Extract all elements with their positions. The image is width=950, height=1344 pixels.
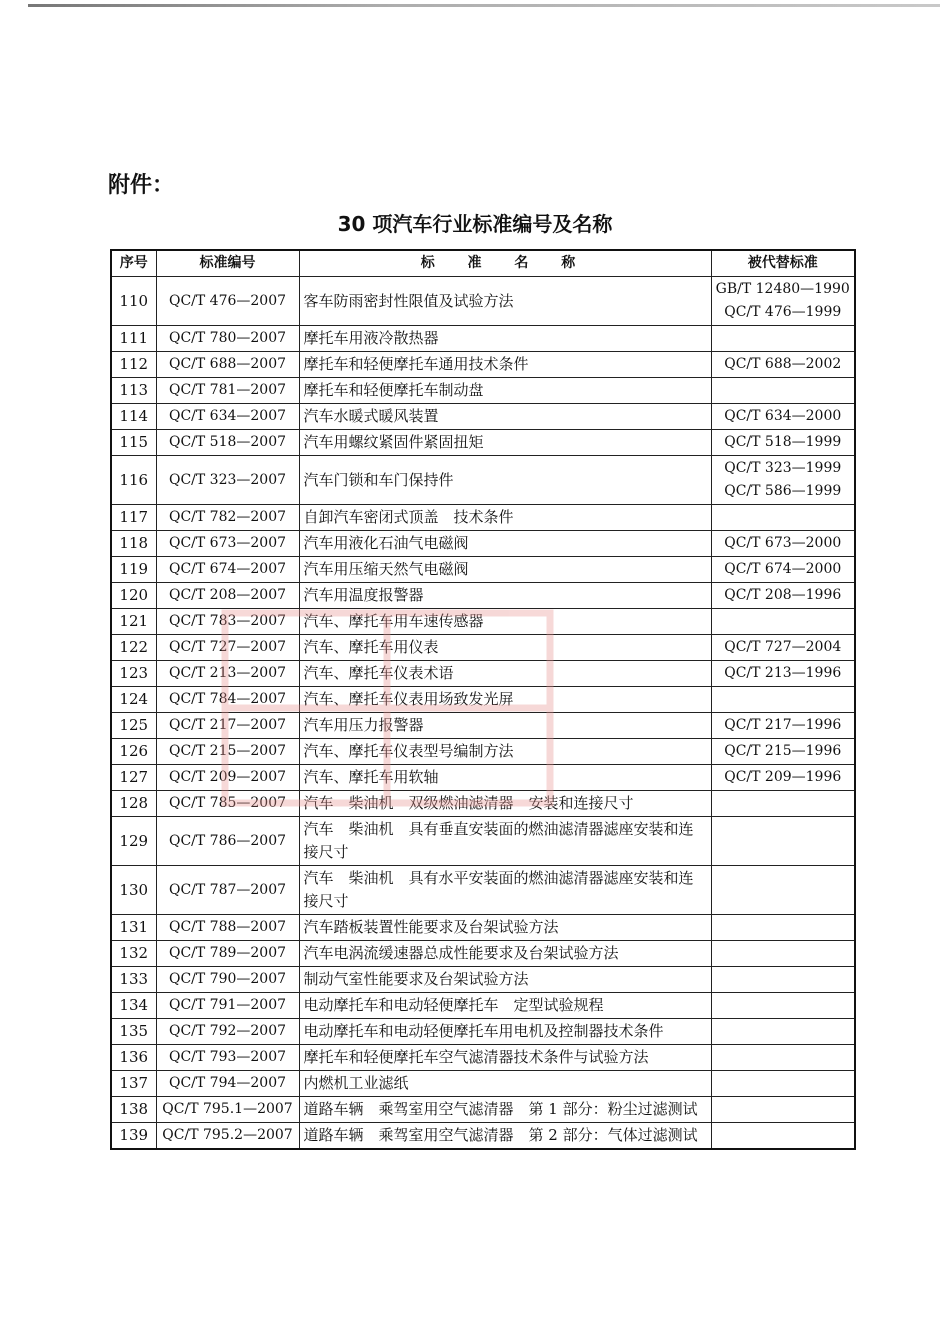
row-number: 114	[111, 404, 156, 430]
standard-code: QC/T 791—2007	[156, 993, 299, 1019]
row-number: 133	[111, 967, 156, 993]
table-row	[111, 1123, 855, 1150]
table-row	[111, 993, 855, 1019]
standard-code: QC/T 785—2007	[156, 791, 299, 817]
standard-name: 客车防雨密封性限值及试验方法	[299, 277, 711, 326]
table-row	[111, 378, 855, 404]
standard-name: 汽车水暖式暖风装置	[299, 404, 711, 430]
standard-name: 汽车 柴油机 具有垂直安装面的燃油滤清器滤座安装和连接尺寸	[299, 817, 711, 866]
standard-name: 汽车门锁和车门保持件	[299, 456, 711, 505]
standard-name: 内燃机工业滤纸	[299, 1071, 711, 1097]
standard-code: QC/T 780—2007	[156, 326, 299, 352]
replaced-standards	[711, 967, 855, 993]
row-number: 122	[111, 635, 156, 661]
replaced-standards	[711, 404, 855, 430]
replaced-standards	[711, 866, 855, 915]
standard-code: QC/T 215—2007	[156, 739, 299, 765]
table-row	[111, 531, 855, 557]
standard-code: QC/T 673—2007	[156, 531, 299, 557]
replaced-standards	[711, 1019, 855, 1045]
standard-code: QC/T 208—2007	[156, 583, 299, 609]
standard-name: 自卸汽车密闭式顶盖 技术条件	[299, 505, 711, 531]
standard-name: 汽车用压力报警器	[299, 713, 711, 739]
row-number: 136	[111, 1045, 156, 1071]
standard-code: QC/T 213—2007	[156, 661, 299, 687]
standard-name: 摩托车和轻便摩托车制动盘	[299, 378, 711, 404]
replaced-standard-code: QC/T 586—1999	[724, 483, 842, 499]
row-number: 111	[111, 326, 156, 352]
replaced-standard-code: QC/T 674—2000	[724, 561, 842, 577]
replaced-standards	[711, 352, 855, 378]
table-row	[111, 456, 855, 505]
replaced-standards	[711, 1045, 855, 1071]
replaced-standards	[711, 915, 855, 941]
table-row	[111, 326, 855, 352]
table-row	[111, 1071, 855, 1097]
header-no: 序号	[111, 250, 156, 277]
standard-name: 汽车 柴油机 双级燃油滤清器 安装和连接尺寸	[299, 791, 711, 817]
standard-name: 汽车 柴油机 具有水平安装面的燃油滤清器滤座安装和连接尺寸	[299, 866, 711, 915]
table-row	[111, 609, 855, 635]
standard-code: QC/T 790—2007	[156, 967, 299, 993]
standard-code: QC/T 783—2007	[156, 609, 299, 635]
table-row	[111, 404, 855, 430]
table-row	[111, 352, 855, 378]
table-row	[111, 915, 855, 941]
standard-code: QC/T 793—2007	[156, 1045, 299, 1071]
replaced-standards	[711, 713, 855, 739]
table-row	[111, 866, 855, 915]
standard-code: QC/T 794—2007	[156, 1071, 299, 1097]
replaced-standard-code: QC/T 634—2000	[724, 408, 842, 424]
row-number: 124	[111, 687, 156, 713]
standard-code: QC/T 323—2007	[156, 456, 299, 505]
standard-name: 汽车用螺纹紧固件紧固扭矩	[299, 430, 711, 456]
replaced-standards	[711, 277, 855, 326]
standard-code: QC/T 787—2007	[156, 866, 299, 915]
standard-name: 汽车电涡流缓速器总成性能要求及台架试验方法	[299, 941, 711, 967]
table-row	[111, 765, 855, 791]
replaced-standards	[711, 326, 855, 352]
standard-code: QC/T 217—2007	[156, 713, 299, 739]
table-row	[111, 1045, 855, 1071]
table-row	[111, 1019, 855, 1045]
row-number: 137	[111, 1071, 156, 1097]
replaced-standard-code: QC/T 518—1999	[724, 434, 842, 450]
row-number: 115	[111, 430, 156, 456]
standard-code: QC/T 792—2007	[156, 1019, 299, 1045]
standard-name: 汽车、摩托车用软轴	[299, 765, 711, 791]
table-row	[111, 635, 855, 661]
table-row	[111, 583, 855, 609]
document-title: 30 项汽车行业标准编号及名称	[337, 212, 613, 236]
standard-code: QC/T 786—2007	[156, 817, 299, 866]
replaced-standards	[711, 765, 855, 791]
replaced-standards	[711, 687, 855, 713]
table-row	[111, 967, 855, 993]
row-number: 129	[111, 817, 156, 866]
replaced-standards	[711, 456, 855, 505]
row-number: 128	[111, 791, 156, 817]
table-header-row	[111, 250, 855, 277]
standard-name: 摩托车和轻便摩托车通用技术条件	[299, 352, 711, 378]
replaced-standards	[711, 1071, 855, 1097]
table-row	[111, 713, 855, 739]
row-number: 117	[111, 505, 156, 531]
standard-code: QC/T 674—2007	[156, 557, 299, 583]
header-name: 标 准 名 称	[299, 250, 711, 277]
standard-code: QC/T 727—2007	[156, 635, 299, 661]
replaced-standard-code: QC/T 217—1996	[724, 717, 842, 733]
table-row	[111, 661, 855, 687]
row-number: 125	[111, 713, 156, 739]
row-number: 121	[111, 609, 156, 635]
replaced-standard-code: QC/T 213—1996	[724, 665, 842, 681]
row-number: 123	[111, 661, 156, 687]
standard-name: 摩托车用液冷散热器	[299, 326, 711, 352]
row-number: 135	[111, 1019, 156, 1045]
standard-code: QC/T 782—2007	[156, 505, 299, 531]
standard-name: 汽车踏板装置性能要求及台架试验方法	[299, 915, 711, 941]
replaced-standards	[711, 1123, 855, 1150]
table-row	[111, 430, 855, 456]
standard-code: QC/T 795.2—2007	[156, 1123, 299, 1150]
row-number: 131	[111, 915, 156, 941]
replaced-standards	[711, 817, 855, 866]
replaced-standards	[711, 739, 855, 765]
standard-code: QC/T 476—2007	[156, 277, 299, 326]
replaced-standard-code: QC/T 673—2000	[724, 535, 842, 551]
replaced-standards	[711, 609, 855, 635]
standard-code: QC/T 518—2007	[156, 430, 299, 456]
row-number: 119	[111, 557, 156, 583]
header-code: 标准编号	[156, 250, 299, 277]
standard-name: 道路车辆 乘驾室用空气滤清器 第 2 部分：气体过滤测试	[299, 1123, 711, 1150]
row-number: 130	[111, 866, 156, 915]
row-number: 139	[111, 1123, 156, 1150]
standard-name: 汽车用压缩天然气电磁阀	[299, 557, 711, 583]
standard-name: 制动气室性能要求及台架试验方法	[299, 967, 711, 993]
table-row	[111, 941, 855, 967]
table-row	[111, 557, 855, 583]
replaced-standards	[711, 505, 855, 531]
replaced-standards	[711, 557, 855, 583]
replaced-standards	[711, 791, 855, 817]
replaced-standards	[711, 531, 855, 557]
row-number: 118	[111, 531, 156, 557]
standard-code: QC/T 781—2007	[156, 378, 299, 404]
header-replaced: 被代替标准	[711, 250, 855, 277]
replaced-standards	[711, 941, 855, 967]
row-number: 110	[111, 277, 156, 326]
replaced-standards	[711, 635, 855, 661]
row-number: 112	[111, 352, 156, 378]
standard-name: 汽车、摩托车用仪表	[299, 635, 711, 661]
standard-code: QC/T 784—2007	[156, 687, 299, 713]
replaced-standards	[711, 583, 855, 609]
replaced-standards	[711, 661, 855, 687]
replaced-standards	[711, 1097, 855, 1123]
standard-code: QC/T 688—2007	[156, 352, 299, 378]
table-row	[111, 505, 855, 531]
standard-code: QC/T 795.1—2007	[156, 1097, 299, 1123]
standard-name: 汽车用液化石油气电磁阀	[299, 531, 711, 557]
standard-code: QC/T 788—2007	[156, 915, 299, 941]
row-number: 138	[111, 1097, 156, 1123]
scan-edge-line	[28, 4, 940, 7]
standard-name: 汽车用温度报警器	[299, 583, 711, 609]
row-number: 113	[111, 378, 156, 404]
standard-code: QC/T 634—2007	[156, 404, 299, 430]
replaced-standard-code: GB/T 12480—1990	[715, 281, 850, 297]
replaced-standards	[711, 430, 855, 456]
row-number: 120	[111, 583, 156, 609]
replaced-standard-code: QC/T 323—1999	[724, 460, 842, 476]
table-row	[111, 739, 855, 765]
replaced-standard-code: QC/T 727—2004	[724, 639, 842, 655]
table-row	[111, 1097, 855, 1123]
standard-name: 摩托车和轻便摩托车空气滤清器技术条件与试验方法	[299, 1045, 711, 1071]
replaced-standards	[711, 993, 855, 1019]
row-number: 127	[111, 765, 156, 791]
table-row	[111, 817, 855, 866]
replaced-standard-code: QC/T 476—1999	[724, 304, 842, 320]
standard-code: QC/T 209—2007	[156, 765, 299, 791]
standard-name: 电动摩托车和电动轻便摩托车用电机及控制器技术条件	[299, 1019, 711, 1045]
row-number: 126	[111, 739, 156, 765]
standards-table	[110, 249, 856, 1150]
table-row	[111, 791, 855, 817]
replaced-standard-code: QC/T 209—1996	[724, 769, 842, 785]
row-number: 116	[111, 456, 156, 505]
replaced-standard-code: QC/T 208—1996	[724, 587, 842, 603]
standard-name: 汽车、摩托车仪表型号编制方法	[299, 739, 711, 765]
standard-name: 道路车辆 乘驾室用空气滤清器 第 1 部分：粉尘过滤测试	[299, 1097, 711, 1123]
standard-code: QC/T 789—2007	[156, 941, 299, 967]
attachment-label: 附件：	[108, 173, 175, 198]
standard-name: 汽车、摩托车仪表用场致发光屏	[299, 687, 711, 713]
replaced-standard-code: QC/T 215—1996	[724, 743, 842, 759]
table-row	[111, 687, 855, 713]
row-number: 134	[111, 993, 156, 1019]
replaced-standards	[711, 378, 855, 404]
standard-name: 汽车、摩托车仪表术语	[299, 661, 711, 687]
standard-name: 汽车、摩托车用车速传感器	[299, 609, 711, 635]
table-body	[111, 277, 855, 1150]
replaced-standard-code: QC/T 688—2002	[724, 356, 842, 372]
standard-name: 电动摩托车和电动轻便摩托车 定型试验规程	[299, 993, 711, 1019]
row-number: 132	[111, 941, 156, 967]
table-row	[111, 277, 855, 326]
